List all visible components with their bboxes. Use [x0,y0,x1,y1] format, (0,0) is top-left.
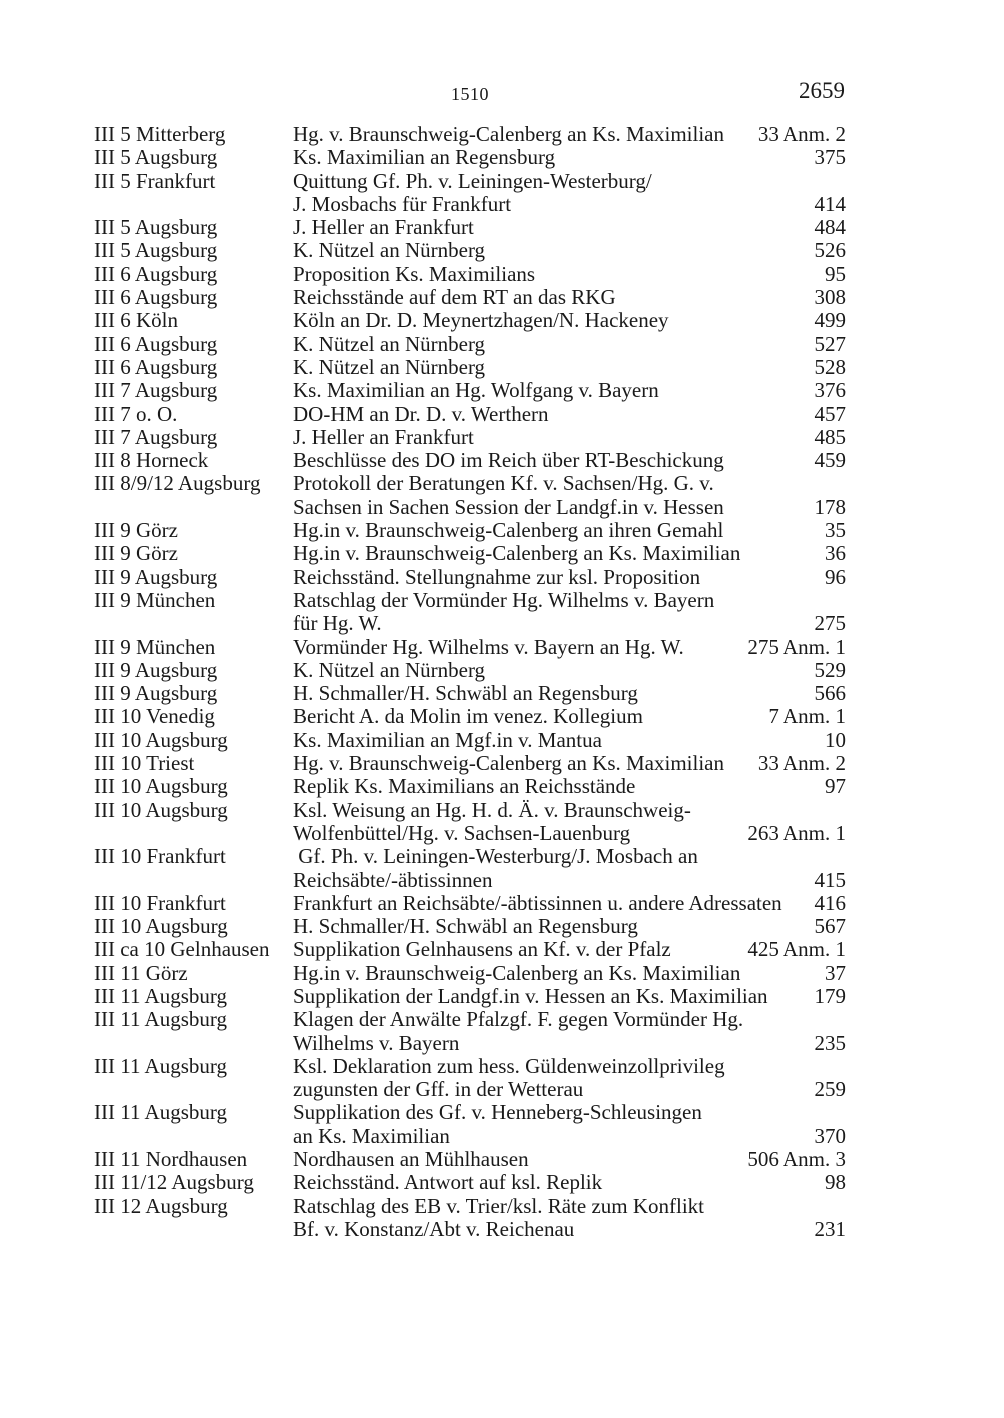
entry-reference: 484 [814,215,846,240]
entry-reference: 566 [814,681,846,706]
entry-reference [840,170,846,193]
entry-line [293,216,846,239]
list-item [94,449,846,472]
entry-text: an Ks. Maximilian [293,1123,450,1148]
entry-line [293,1218,846,1241]
list-item [94,1171,846,1194]
entry-text: Ksl. Deklaration zum hess. Güldenweinzollprivileg [293,1053,725,1078]
list-item [94,682,846,705]
entry-text: Köln an Dr. D. Meynertzhagen/N. Hackeney [293,308,669,333]
entry-line [293,472,846,495]
entry-line [293,938,846,961]
entry-reference: 528 [814,354,846,379]
entry-description [293,449,846,472]
entry-date: III 7 Augsburg [94,378,218,403]
entry-reference: 98 [825,1170,846,1195]
entry-date: III 7 o. O. [94,401,178,426]
entry-line [293,892,846,915]
entry-text: Ks. Maximilian an Mgf.in v. Mantua [293,727,602,752]
entry-text: Ks. Maximilian an Hg. Wolfgang v. Bayern [293,378,659,403]
list-item [94,403,846,426]
entry-reference: 370 [814,1123,846,1148]
entry-date: III 6 Augsburg [94,354,218,379]
entry-date: III 10 Frankfurt [94,890,226,915]
entry-line [293,915,846,938]
entry-reference [840,472,846,495]
entry-text: Supplikation des Gf. v. Henneberg-Schleusingen [293,1100,702,1125]
entry-description [293,472,846,519]
entry-date: III 9 Görz [94,541,178,566]
entry-text: Quittung Gf. Ph. v. Leiningen-Westerburg/ [293,168,652,193]
entry-description [293,309,846,332]
entry-reference: 97 [825,774,846,799]
entry-text: K. Nützel an Nürnberg [293,657,486,682]
entry-text: Klagen der Anwälte Pfalzgf. F. gegen Vormünder Hg. [293,1007,744,1032]
entry-date: III 5 Augsburg [94,238,218,263]
entry-reference: 499 [814,308,846,333]
entry-text: Nordhausen an Mühlhausen [293,1147,529,1172]
entry-line [293,566,846,589]
entry-text: K. Nützel an Nürnberg [293,238,486,263]
entry-reference: 179 [814,983,846,1008]
entry-description [293,705,846,728]
entry-date: III 10 Augsburg [94,914,228,939]
entry-date: III 8 Horneck [94,448,209,473]
list-item [94,845,846,892]
entry-description [293,636,846,659]
list-item [94,892,846,915]
list-item [94,1008,846,1055]
entry-date: III 11/12 Augsburg [94,1170,254,1195]
entry-text: Ratschlag des EB v. Trier/ksl. Räte zum Konflikt [293,1193,705,1218]
entry-reference: 235 [814,1030,846,1055]
entry-text: Replik Ks. Maximilians an Reichsstände [293,774,636,799]
list-item [94,775,846,798]
entry-description [293,729,846,752]
list-item [94,799,846,846]
entry-line [293,379,846,402]
entry-line [293,1055,846,1078]
entry-date: III 11 Augsburg [94,1007,227,1032]
entry-date: III 11 Augsburg [94,983,227,1008]
entry-description [293,589,846,636]
list-item [94,519,846,542]
entry-line [293,985,846,1008]
entry-reference: 375 [814,145,846,170]
list-item [94,542,846,565]
entry-line [293,123,846,146]
entry-description [293,333,846,356]
entry-text: Reichsäbte/-äbtissinnen [293,867,493,892]
entry-text: Reichsständ. Stellungnahme zur ksl. Proposition [293,564,701,589]
entry-text: Protokoll der Beratungen Kf. v. Sachsen/Hg. G. v. [293,471,714,496]
entry-line [293,1148,846,1171]
entry-line [293,775,846,798]
entry-text: J. Mosbachs für Frankfurt [293,191,512,216]
list-item [94,216,846,239]
entry-description [293,1148,846,1171]
entry-text: zugunsten der Gff. in der Wetterau [293,1077,584,1102]
entry-date: III 9 München [94,587,216,612]
entry-date: III 5 Mitterberg [94,122,226,146]
list-item [94,589,846,636]
list-item [94,705,846,728]
entry-text: Ratschlag der Vormünder Hg. Wilhelms v. Bayern [293,587,715,612]
entry-text: H. Schmaller/H. Schwäbl an Regensburg [293,914,638,939]
entry-reference: 33 Anm. 2 [757,122,846,146]
entry-date: III 6 Augsburg [94,261,218,286]
entry-date: III ca 10 Gelnhausen [94,937,270,962]
entry-line [293,286,846,309]
entry-reference: 178 [814,494,846,519]
list-item [94,636,846,659]
entry-date: III 10 Venedig [94,704,215,729]
entry-reference: 35 [825,518,846,543]
entry-text: J. Heller an Frankfurt [293,424,474,449]
entry-text: Hg.in v. Braunschweig-Calenberg an Ks. Maximilian [293,960,741,985]
entry-reference: 36 [825,541,846,566]
entry-reference [840,799,846,822]
list-item [94,729,846,752]
entry-date: III 9 Augsburg [94,657,218,682]
entry-date: III 9 Görz [94,518,178,543]
entry-reference: 7 Anm. 1 [768,704,846,729]
entry-line [293,962,846,985]
entry-text: Gf. Ph. v. Leiningen-Westerburg/J. Mosbach an [293,844,698,869]
entry-date: III 12 Augsburg [94,1193,228,1218]
list-item [94,962,846,985]
entry-date: III 8/9/12 Augsburg [94,471,261,496]
entry-description [293,938,846,961]
entry-description [293,356,846,379]
entry-description [293,286,846,309]
entry-line [293,449,846,472]
entry-reference: 506 Anm. 3 [747,1147,846,1172]
entry-reference: 414 [814,191,846,216]
entry-description [293,1195,846,1242]
entry-reference: 259 [814,1077,846,1102]
entry-date: III 5 Augsburg [94,145,218,170]
entry-description [293,519,846,542]
entry-date: III 10 Augsburg [94,727,228,752]
entry-reference: 526 [814,238,846,263]
entry-reference: 96 [825,564,846,589]
entry-description [293,845,846,892]
entry-text: J. Heller an Frankfurt [293,215,474,240]
entry-reference: 231 [814,1216,846,1241]
entry-line [293,239,846,262]
entry-description [293,239,846,262]
entry-text: Hg.in v. Braunschweig-Calenberg an ihren Gemahl [293,518,724,543]
list-item [94,938,846,961]
list-item [94,286,846,309]
entry-line [293,1032,846,1055]
page-year: 1510 [451,84,489,104]
entry-description [293,379,846,402]
entry-line [293,752,846,775]
entry-reference: 527 [814,331,846,356]
list-item [94,985,846,1008]
entry-description [293,123,846,146]
page-number: 2659 [799,78,845,103]
entry-text: Ks. Maximilian an Regensburg [293,145,556,170]
entry-reference: 275 [814,611,846,636]
entry-line [293,1125,846,1148]
entry-line [293,845,846,868]
entry-description [293,775,846,798]
entry-line [293,309,846,332]
entry-line [293,426,846,449]
entry-date: III 9 Augsburg [94,564,218,589]
entry-text: Hg. v. Braunschweig-Calenberg an Ks. Maximilian [293,122,724,146]
entry-date: III 6 Augsburg [94,331,218,356]
entry-line [293,263,846,286]
entry-reference: 459 [814,448,846,473]
entry-text: K. Nützel an Nürnberg [293,354,486,379]
entry-line [293,193,846,216]
list-item [94,333,846,356]
entry-text: Frankfurt an Reichsäbte/-äbtissinnen u. andere Adressaten [293,890,782,915]
entry-reference: 95 [825,261,846,286]
entry-description [293,752,846,775]
entry-description [293,915,846,938]
entry-text: DO-HM an Dr. D. v. Werthern [293,401,549,426]
list-item [94,1195,846,1242]
entry-line [293,705,846,728]
entry-line [293,403,846,426]
list-item [94,1055,846,1102]
entry-description [293,1008,846,1055]
entry-line [293,519,846,542]
entry-reference: 457 [814,401,846,426]
entry-reference: 37 [825,960,846,985]
list-item [94,1101,846,1148]
entry-line [293,356,846,379]
entry-line [293,1171,846,1194]
entry-line [293,146,846,169]
entry-reference: 33 Anm. 2 [757,751,846,776]
entry-text: Bericht A. da Molin im venez. Kollegium [293,704,643,729]
list-item [94,356,846,379]
entry-text: Sachsen in Sachen Session der Landgf.in v. Hessen [293,494,724,519]
entry-date: III 10 Frankfurt [94,844,226,869]
entry-line [293,1008,846,1031]
entry-list [94,123,846,1241]
entry-reference: 415 [814,867,846,892]
entry-date: III 11 Augsburg [94,1053,227,1078]
entry-reference [840,1008,846,1031]
entry-reference [840,845,846,868]
entry-date: III 10 Augsburg [94,797,228,822]
entry-reference: 10 [825,727,846,752]
entry-line [293,1101,846,1124]
entry-line [293,612,846,635]
entry-date: III 7 Augsburg [94,424,218,449]
entry-date: III 11 Nordhausen [94,1147,248,1172]
entry-date: III 6 Köln [94,308,178,333]
entry-line [293,542,846,565]
entry-line [293,170,846,193]
list-item [94,239,846,262]
entry-text: Supplikation Gelnhausens an Kf. v. der Pfalz [293,937,671,962]
list-item [94,659,846,682]
list-item [94,426,846,449]
entry-reference: 308 [814,285,846,310]
entry-description [293,799,846,846]
entry-description [293,659,846,682]
entry-reference [840,1055,846,1078]
page-header [0,78,1004,112]
entry-description [293,566,846,589]
entry-text: Beschlüsse des DO im Reich über RT-Beschickung [293,448,724,473]
entry-line [293,659,846,682]
entry-description [293,170,846,217]
entry-line [293,682,846,705]
entry-reference: 567 [814,914,846,939]
entry-line [293,822,846,845]
entry-description [293,1171,846,1194]
entry-description [293,216,846,239]
entry-line [293,496,846,519]
entry-line [293,799,846,822]
list-item [94,915,846,938]
entry-description [293,1055,846,1102]
entry-description [293,146,846,169]
entry-description [293,426,846,449]
entry-reference: 485 [814,424,846,449]
entry-description [293,962,846,985]
entry-text: Supplikation der Landgf.in v. Hessen an Ks. Maximilian [293,983,768,1008]
entry-description [293,1101,846,1148]
list-item [94,170,846,217]
entry-text: Wilhelms v. Bayern [293,1030,460,1055]
entry-text: Wolfenbüttel/Hg. v. Sachsen-Lauenburg [293,820,631,845]
entry-text: Ksl. Weisung an Hg. H. d. Ä. v. Braunschweig- [293,797,691,822]
entry-reference: 425 Anm. 1 [747,937,846,962]
list-item [94,123,846,146]
entry-text: Hg. v. Braunschweig-Calenberg an Ks. Maximilian [293,751,724,776]
entry-date: III 5 Augsburg [94,215,218,240]
entry-reference: 416 [814,890,846,915]
entry-date: III 10 Augsburg [94,774,228,799]
entry-reference: 376 [814,378,846,403]
entry-reference: 529 [814,657,846,682]
entry-description [293,985,846,1008]
entry-date: III 6 Augsburg [94,285,218,310]
list-item [94,263,846,286]
entry-text: für Hg. W. [293,611,382,636]
entry-line [293,333,846,356]
list-item [94,146,846,169]
entry-line [293,1078,846,1101]
entry-text: Reichsständ. Antwort auf ksl. Replik [293,1170,603,1195]
entry-reference: 275 Anm. 1 [747,634,846,659]
entry-date: III 9 Augsburg [94,681,218,706]
entry-text: Reichsstände auf dem RT an das RKG [293,285,616,310]
list-item [94,472,846,519]
entry-description [293,542,846,565]
entry-line [293,589,846,612]
entry-reference [840,589,846,612]
entry-line [293,729,846,752]
entry-date: III 11 Görz [94,960,188,985]
entry-text: Proposition Ks. Maximilians [293,261,536,286]
entry-text: K. Nützel an Nürnberg [293,331,486,356]
entry-description [293,403,846,426]
entry-line [293,869,846,892]
entry-description [293,263,846,286]
entry-description [293,682,846,705]
entry-text: Bf. v. Konstanz/Abt v. Reichenau [293,1216,575,1241]
entry-date: III 5 Frankfurt [94,168,216,193]
entry-date: III 11 Augsburg [94,1100,227,1125]
entry-line [293,636,846,659]
list-item [94,379,846,402]
list-item [94,1148,846,1171]
list-item [94,566,846,589]
entry-reference [840,1195,846,1218]
entry-reference [840,1101,846,1124]
entry-line [293,1195,846,1218]
list-item [94,752,846,775]
entry-date: III 10 Triest [94,751,195,776]
entry-date: III 9 München [94,634,216,659]
list-item [94,309,846,332]
entry-text: H. Schmaller/H. Schwäbl an Regensburg [293,681,638,706]
entry-text: Vormünder Hg. Wilhelms v. Bayern an Hg. W. [293,634,684,659]
entry-reference: 263 Anm. 1 [747,820,846,845]
entry-text: Hg.in v. Braunschweig-Calenberg an Ks. Maximilian [293,541,741,566]
entry-description [293,892,846,915]
